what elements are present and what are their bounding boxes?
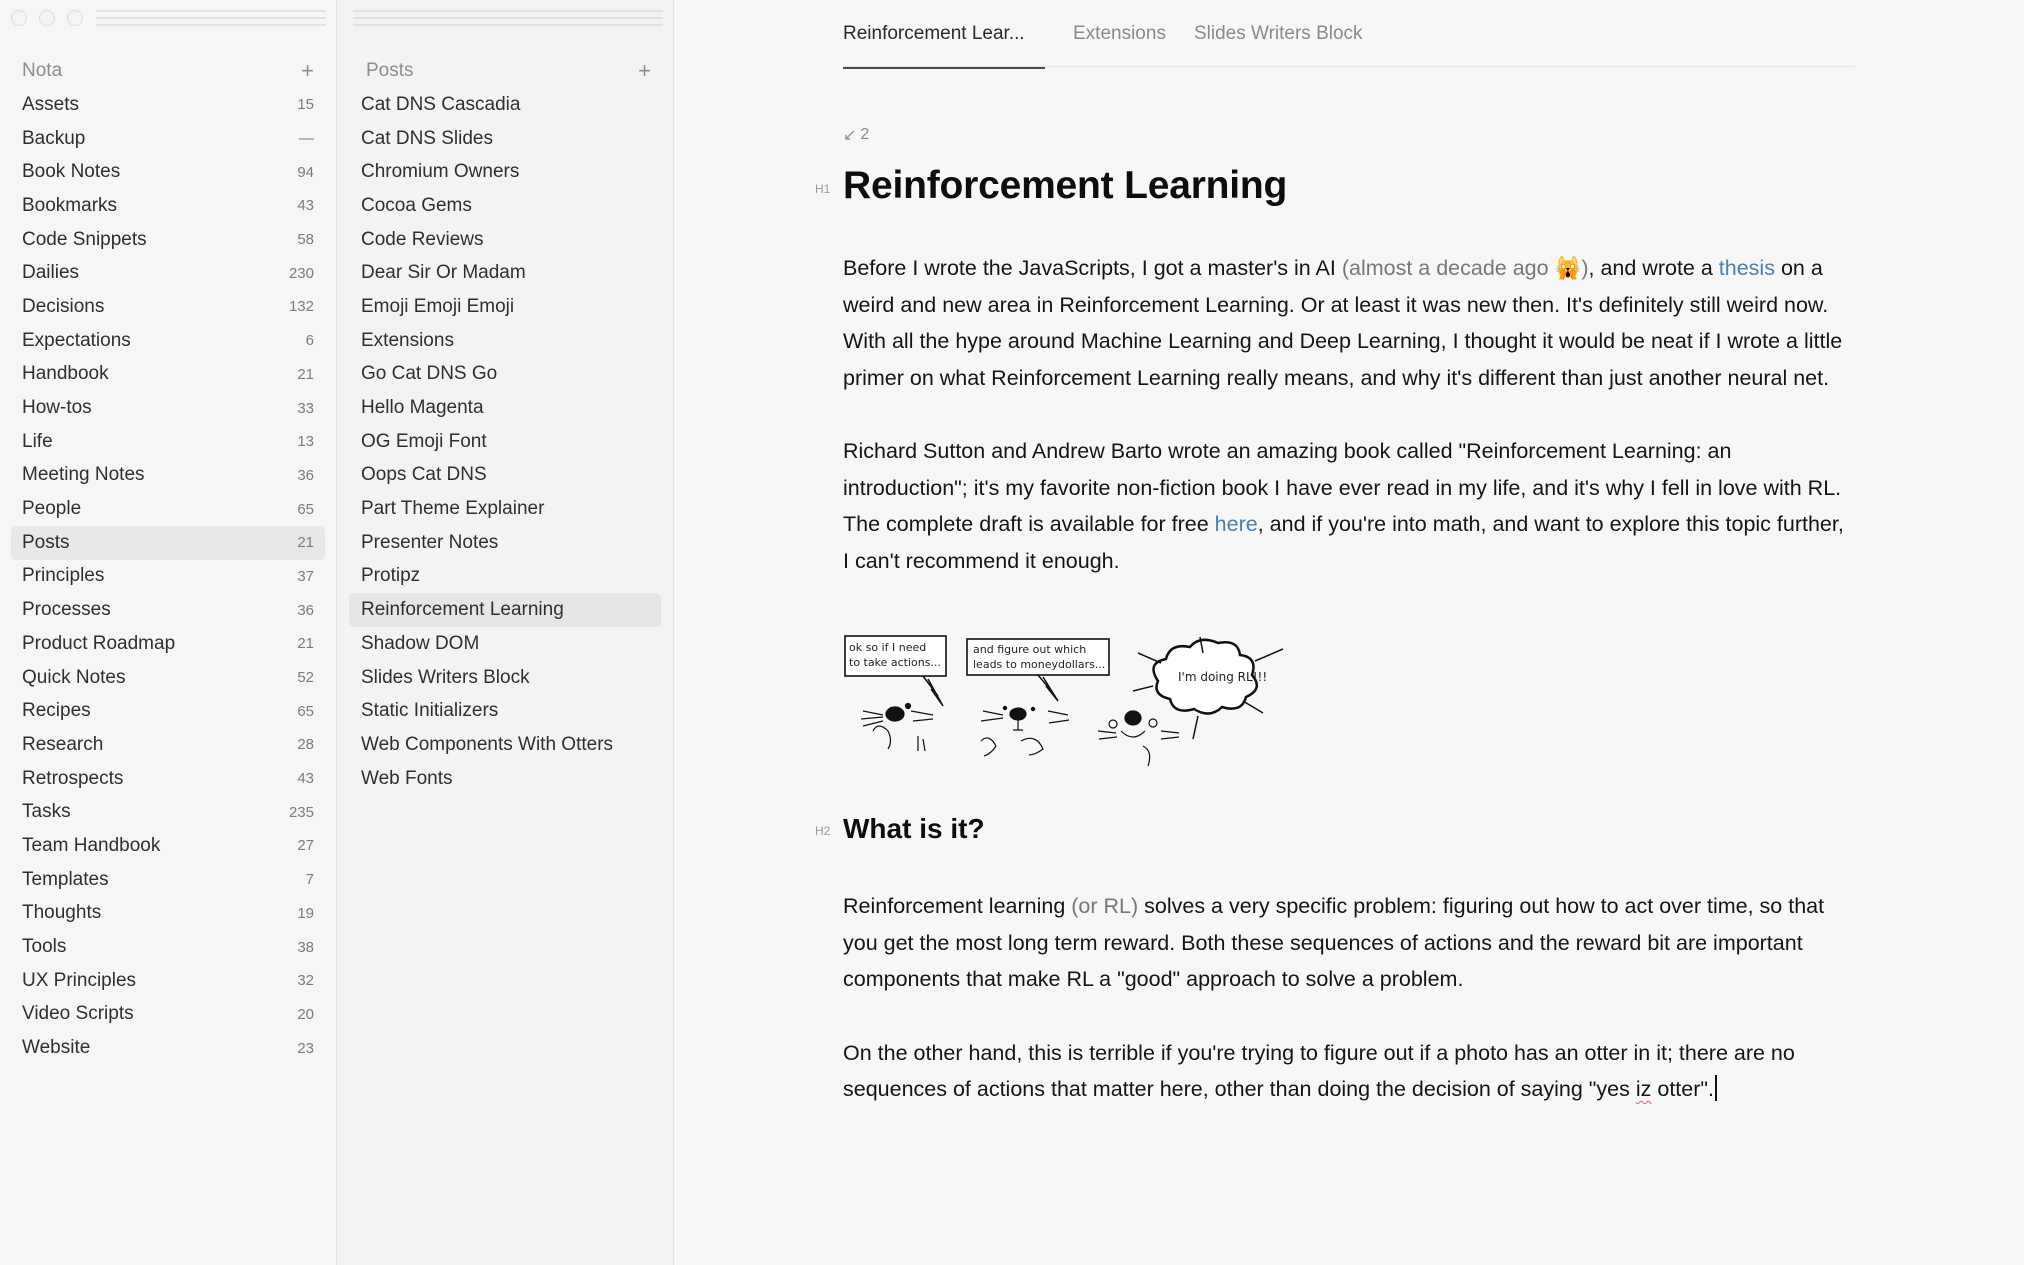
sidebar-item-label: Recipes — [22, 700, 91, 722]
zoom-window-button[interactable] — [67, 10, 83, 26]
notes-list — [337, 88, 673, 795]
sidebar-item-label: Website — [22, 1037, 91, 1059]
note-item-web-fonts[interactable]: Web Fonts — [361, 767, 453, 789]
aside-text: (or RL) — [1071, 894, 1139, 918]
svg-text:ok so if I need: ok so if I need — [849, 641, 927, 654]
aside-text: (almost a decade ago 🙀) — [1341, 256, 1589, 280]
collections-title: Nota — [22, 60, 63, 81]
sidebar-item-thoughts[interactable] — [11, 897, 325, 931]
minimize-window-button[interactable] — [39, 10, 55, 26]
note-item-hello-magenta[interactable]: Hello Magenta — [361, 397, 484, 419]
sidebar-item-label: Quick Notes — [22, 666, 126, 688]
sidebar-item-processes[interactable] — [11, 593, 325, 627]
note-item-part-theme-explainer[interactable]: Part Theme Explainer — [361, 498, 545, 520]
tab-1[interactable]: Reinforcement Lear... — [843, 0, 1045, 67]
notes-header — [337, 54, 673, 88]
drag-grip-icon[interactable] — [96, 10, 326, 26]
sidebar-item-count: 13 — [297, 433, 314, 451]
sidebar-item-count: 94 — [297, 163, 314, 181]
sidebar-item-principles[interactable] — [11, 560, 325, 594]
note-item-protipz[interactable]: Protipz — [361, 565, 421, 587]
text-run: solves a very specific problem: figuring out how to act over time, so that you get the most long term reward. Both these sequences of actions and the reward bit are important components that make RL a "good" approach to solve a problem. — [843, 894, 1825, 991]
sidebar-item-label: Handbook — [22, 363, 109, 385]
sidebar-item-dailies[interactable] — [11, 256, 325, 290]
sidebar-item-backup[interactable] — [11, 122, 325, 156]
book-draft-link[interactable]: here — [1214, 512, 1258, 536]
sidebar-item-label: How-tos — [22, 397, 92, 419]
backlink-arrow-icon: ↙ — [843, 127, 857, 144]
text-run: , and if you're into math, and want to explore this topic further, I can't recommend it enough. — [843, 512, 1844, 573]
sidebar-item-video-scripts[interactable] — [11, 998, 325, 1032]
editor — [674, 0, 2024, 1265]
sidebar-item-ux-principles[interactable] — [11, 964, 325, 998]
note-item-slides-writers-block[interactable]: Slides Writers Block — [361, 666, 530, 688]
note-item-chromium-owners[interactable]: Chromium Owners — [361, 161, 520, 183]
sidebar-item-count: 36 — [297, 601, 314, 619]
sidebar-item-count: 235 — [288, 803, 314, 821]
note-item-og-emoji-font[interactable]: OG Emoji Font — [361, 430, 487, 452]
tab-2[interactable]: Extensions — [1073, 22, 1166, 44]
sidebar-item-count: 36 — [297, 466, 314, 484]
sidebar-item-bookmarks[interactable] — [11, 189, 325, 223]
sidebar-item-label: Life — [22, 430, 53, 452]
text-run: on a weird and new area in Reinforcement Learning. Or at least it was new then. It's definitely still weird now. With all the hype around Machine Learning and Deep Learning, I thought it would be neat if I wrote a little primer on what Reinforcement Learning really means, and why it's different than just another neural net. — [843, 256, 1843, 390]
sidebar-item-label: People — [22, 498, 82, 520]
sidebar-item-count: 132 — [288, 298, 314, 316]
note-item-reinforcement-learning[interactable]: Reinforcement Learning — [349, 593, 661, 627]
sidebar-item-product-roadmap[interactable] — [11, 627, 325, 661]
text-run: Before I wrote the JavaScripts, I got a master's in AI — [843, 256, 1342, 280]
sidebar-item-research[interactable] — [11, 728, 325, 762]
sidebar-item-label: Principles — [22, 565, 105, 587]
sidebar-item-label: Tasks — [22, 801, 71, 823]
sidebar-item-label: Posts — [22, 531, 70, 553]
note-item-oops-cat-dns[interactable]: Oops Cat DNS — [361, 464, 487, 486]
svg-text:leads to moneydollars...: leads to moneydollars... — [973, 658, 1106, 671]
heading-2-block — [815, 809, 1855, 849]
sidebar-item-book-notes[interactable] — [11, 155, 325, 189]
note-item-cat-dns-cascadia[interactable]: Cat DNS Cascadia — [361, 93, 521, 115]
thesis-link[interactable]: thesis — [1718, 256, 1775, 280]
sidebar-item-count: 43 — [297, 197, 314, 215]
sidebar-item-label: Code Snippets — [22, 228, 147, 250]
svg-text:and figure out which: and figure out which — [973, 643, 1087, 656]
sidebar-item-people[interactable] — [11, 492, 325, 526]
collections-sidebar — [0, 0, 337, 1265]
svg-text:I'm doing RL!!!: I'm doing RL!!! — [1178, 670, 1268, 684]
sidebar-item-count: 32 — [297, 972, 314, 990]
sidebar-item-how-tos[interactable] — [11, 391, 325, 425]
sidebar-item-count: 15 — [297, 96, 314, 114]
sidebar-item-label: Bookmarks — [22, 194, 118, 216]
sidebar-item-retrospects[interactable] — [11, 762, 325, 796]
tab-3[interactable]: Slides Writers Block — [1193, 22, 1363, 44]
sidebar-item-count: 58 — [297, 231, 314, 249]
sidebar-item-count: 19 — [297, 904, 314, 922]
h1-marker: H1 — [815, 182, 831, 196]
note-item-extensions[interactable]: Extensions — [361, 329, 454, 351]
sidebar-item-label: Backup — [22, 127, 86, 149]
window-controls — [11, 10, 83, 26]
text-run: On the other hand, this is terrible if you're trying to figure out if a photo has an otter in it; there are no sequences of actions that matter here, other than doing the decision of saying "yes — [843, 1040, 1795, 1101]
sidebar-item-label: Decisions — [22, 295, 105, 317]
sidebar-item-quick-notes[interactable] — [11, 661, 325, 695]
sidebar-item-count: 28 — [297, 736, 314, 754]
sidebar-item-count: 27 — [297, 837, 314, 855]
sidebar-item-label: Dailies — [22, 262, 80, 284]
sidebar-item-label: Product Roadmap — [22, 632, 176, 654]
paragraph-what-is-it[interactable] — [843, 888, 1855, 998]
sidebar-item-label: Meeting Notes — [22, 464, 145, 486]
note-item-code-reviews[interactable]: Code Reviews — [361, 228, 484, 250]
paragraph-other-hand[interactable] — [843, 1035, 1855, 1108]
text-cursor — [1715, 1075, 1717, 1101]
paragraph-book[interactable] — [843, 433, 1855, 579]
sidebar-item-team-handbook[interactable] — [11, 829, 325, 863]
sidebar-item-label: Tools — [22, 936, 67, 958]
text-run: Richard Sutton and Andrew Barto wrote an amazing book called "Reinforcement Learning: an introduction"; it's my favorite non-fiction book I have ever read in my life, and it's why I fell in love with RL. The complete draft is available for free — [843, 439, 1842, 536]
add-note-plus-icon[interactable]: + — [638, 58, 651, 83]
note-item-web-components-with-otters[interactable]: Web Components With Otters — [361, 733, 614, 755]
sidebar-item-count: 38 — [297, 938, 314, 956]
note-item-go-cat-dns-go[interactable]: Go Cat DNS Go — [361, 363, 498, 385]
sidebar-item-count: 6 — [305, 332, 314, 350]
sidebar-item-tasks[interactable] — [11, 795, 325, 829]
note-item-emoji-emoji-emoji[interactable]: Emoji Emoji Emoji — [361, 295, 515, 317]
text-run: otter". — [1651, 1077, 1715, 1101]
sidebar-item-label: Research — [22, 733, 104, 755]
drag-grip-icon[interactable] — [353, 10, 663, 26]
sidebar-item-label: Team Handbook — [22, 834, 161, 856]
sidebar-item-label: Thoughts — [22, 902, 102, 924]
otter-comic-image[interactable] — [843, 631, 1293, 771]
note-item-dear-sir-or-madam[interactable]: Dear Sir Or Madam — [361, 262, 526, 284]
sidebar-item-decisions[interactable] — [11, 290, 325, 324]
sidebar-item-count: 7 — [305, 871, 314, 889]
note-item-presenter-notes[interactable]: Presenter Notes — [361, 531, 499, 553]
misspelled-word[interactable]: iz — [1635, 1077, 1652, 1101]
sidebar-item-label: Retrospects — [22, 767, 124, 789]
sidebar-item-recipes[interactable] — [11, 694, 325, 728]
sidebar-item-assets[interactable] — [11, 88, 325, 122]
sidebar-item-label: Expectations — [22, 329, 131, 351]
sidebar-item-count: 52 — [297, 669, 314, 687]
sidebar-item-label: UX Principles — [22, 969, 137, 991]
section-heading[interactable]: What is it? — [843, 813, 985, 844]
add-collection-plus-icon[interactable]: + — [301, 58, 314, 83]
note-item-cat-dns-slides[interactable]: Cat DNS Slides — [361, 127, 493, 149]
sidebar-item-life[interactable] — [11, 425, 325, 459]
text-run: Reinforcement learning — [843, 894, 1072, 918]
note-item-static-initializers[interactable]: Static Initializers — [361, 700, 499, 722]
sidebar-item-handbook[interactable] — [11, 358, 325, 392]
backlinks-count: 2 — [860, 126, 870, 143]
notes-title: Posts — [366, 60, 414, 81]
sidebar-item-tools[interactable] — [11, 930, 325, 964]
sidebar-item-code-snippets[interactable] — [11, 223, 325, 257]
text-run: , and wrote a — [1588, 256, 1719, 280]
sidebar-item-label: Templates — [22, 868, 109, 890]
collections-list — [0, 88, 336, 1065]
tab-bar — [843, 0, 1855, 67]
svg-text:to take actions...: to take actions... — [849, 656, 941, 669]
paragraph-intro[interactable] — [843, 250, 1855, 396]
h2-marker: H2 — [815, 824, 831, 838]
sidebar-item-posts[interactable] — [11, 526, 325, 560]
close-window-button[interactable] — [11, 10, 27, 26]
sidebar-item-templates[interactable] — [11, 863, 325, 897]
sidebar-item-count: 20 — [297, 1005, 314, 1023]
collections-header — [0, 54, 336, 88]
sidebar-item-count: 21 — [297, 534, 314, 552]
sidebar-item-expectations[interactable] — [11, 324, 325, 358]
notes-title-bar — [337, 0, 673, 38]
heading-1-block — [815, 160, 1855, 212]
title-bar — [0, 0, 336, 38]
sidebar-item-count: 65 — [297, 702, 314, 720]
sidebar-item-label: Assets — [22, 93, 80, 115]
sidebar-item-count: 21 — [297, 365, 314, 383]
sidebar-item-count: 21 — [297, 635, 314, 653]
sidebar-item-website[interactable] — [11, 1031, 325, 1065]
sidebar-item-count: 230 — [288, 264, 314, 282]
sidebar-item-count: 23 — [297, 1039, 314, 1057]
backlinks-indicator[interactable] — [843, 120, 1855, 150]
sidebar-item-count: 65 — [297, 500, 314, 518]
document-title[interactable]: Reinforcement Learning — [843, 164, 1288, 207]
sidebar-item-label: Video Scripts — [22, 1003, 134, 1025]
sidebar-item-count: 37 — [297, 567, 314, 585]
sidebar-item-label: Book Notes — [22, 161, 121, 183]
sidebar-item-count: 43 — [297, 770, 314, 788]
document[interactable] — [815, 120, 1855, 1108]
note-item-cocoa-gems[interactable]: Cocoa Gems — [361, 194, 472, 216]
sidebar-item-label: Processes — [22, 599, 111, 621]
sidebar-item-meeting-notes[interactable] — [11, 459, 325, 493]
sidebar-item-count: 33 — [297, 399, 314, 417]
notes-list-panel — [337, 0, 674, 1265]
note-item-shadow-dom[interactable]: Shadow DOM — [361, 632, 480, 654]
sidebar-item-count: — — [299, 130, 314, 148]
